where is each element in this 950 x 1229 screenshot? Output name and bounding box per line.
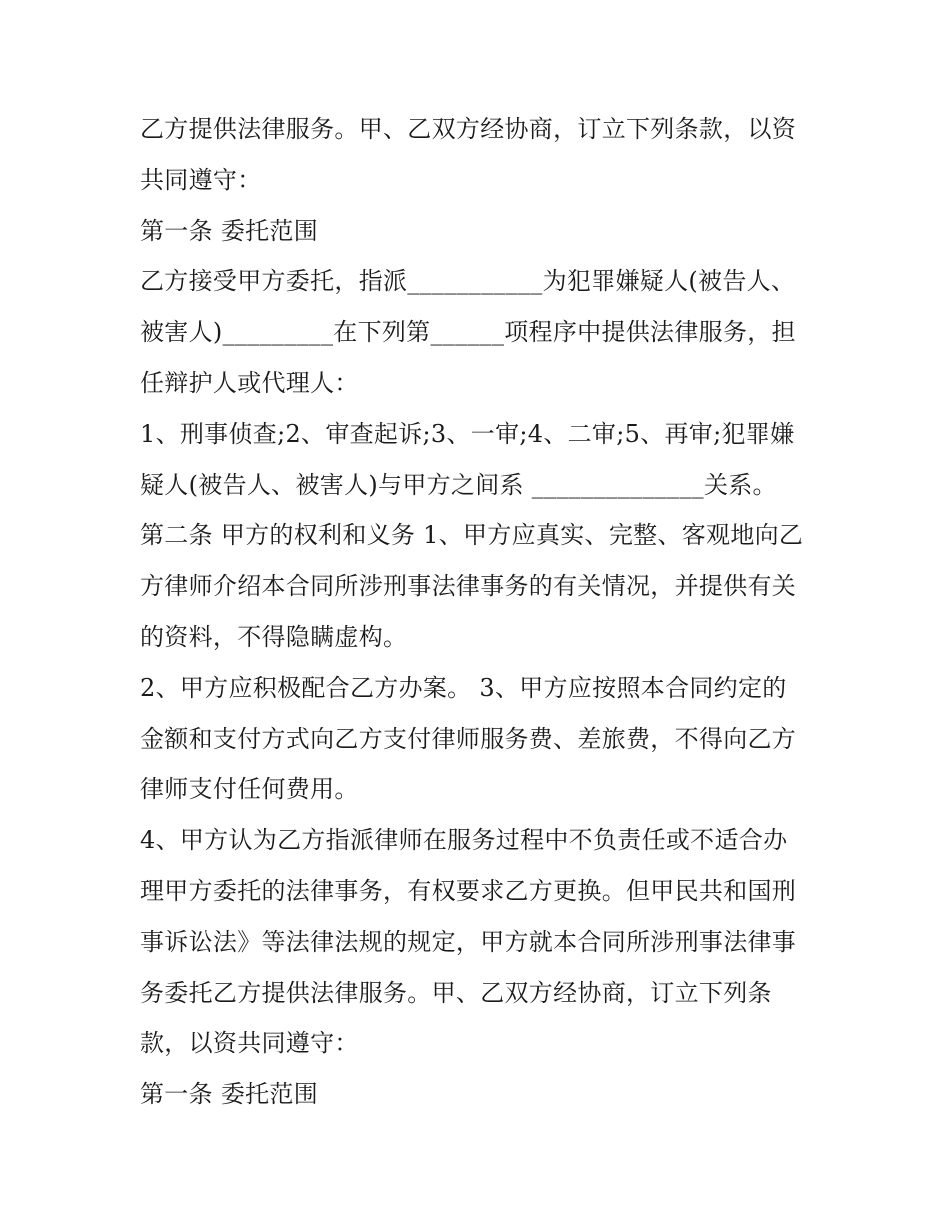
text-line: 务委托乙方提供法律服务。甲、乙双方经协商，订立下列条 (140, 978, 772, 1007)
text-line: 理甲方委托的法律事务，有权要求乙方更换。但甲民共和国刑 (140, 876, 797, 905)
text-line: 乙方接受甲方委托，指派___________为犯罪嫌疑人(被告人、 (140, 267, 796, 296)
text-line: 律师支付任何费用。 (140, 775, 359, 804)
text-line: 共同遵守： (140, 165, 262, 194)
text-line: 任辩护人或代理人： (140, 368, 359, 397)
text-line: 事诉讼法》等法律法规的规定，甲方就本合同所涉刑事法律事 (140, 927, 797, 956)
text-line: 2、甲方应积极配合乙方办案。 3、甲方应按照本合同约定的 (140, 673, 787, 702)
section-heading: 第一条 委托范围 (140, 216, 319, 245)
text-line: 疑人(被告人、被害人)与甲方之间系 ______________关系。 (140, 470, 777, 499)
text-line: 款，以资共同遵守： (140, 1029, 359, 1058)
text-line: 4、甲方认为乙方指派律师在服务过程中不负责任或不适合办 (140, 826, 788, 855)
text-line: 被害人)_________在下列第______项程序中提供法律服务，担 (140, 318, 796, 347)
text-line: 金额和支付方式向乙方支付律师服务费、差旅费，不得向乙方 (140, 724, 797, 753)
section-heading: 第一条 委托范围 (140, 1080, 319, 1109)
text-line: 方律师介绍本合同所涉刑事法律事务的有关情况，并提供有关 (140, 572, 797, 601)
text-line: 乙方提供法律服务。甲、乙双方经协商，订立下列条款，以资 (140, 115, 797, 143)
text-line: 的资料，不得隐瞒虚构。 (140, 622, 408, 651)
text-line: 1、刑事侦查;2、审查起诉;3、一审;4、二审;5、再审;犯罪嫌 (140, 419, 795, 448)
document-page (140, 104, 812, 1120)
text-line: 第二条 甲方的权利和义务 1、甲方应真实、完整、客观地向乙 (140, 521, 804, 550)
